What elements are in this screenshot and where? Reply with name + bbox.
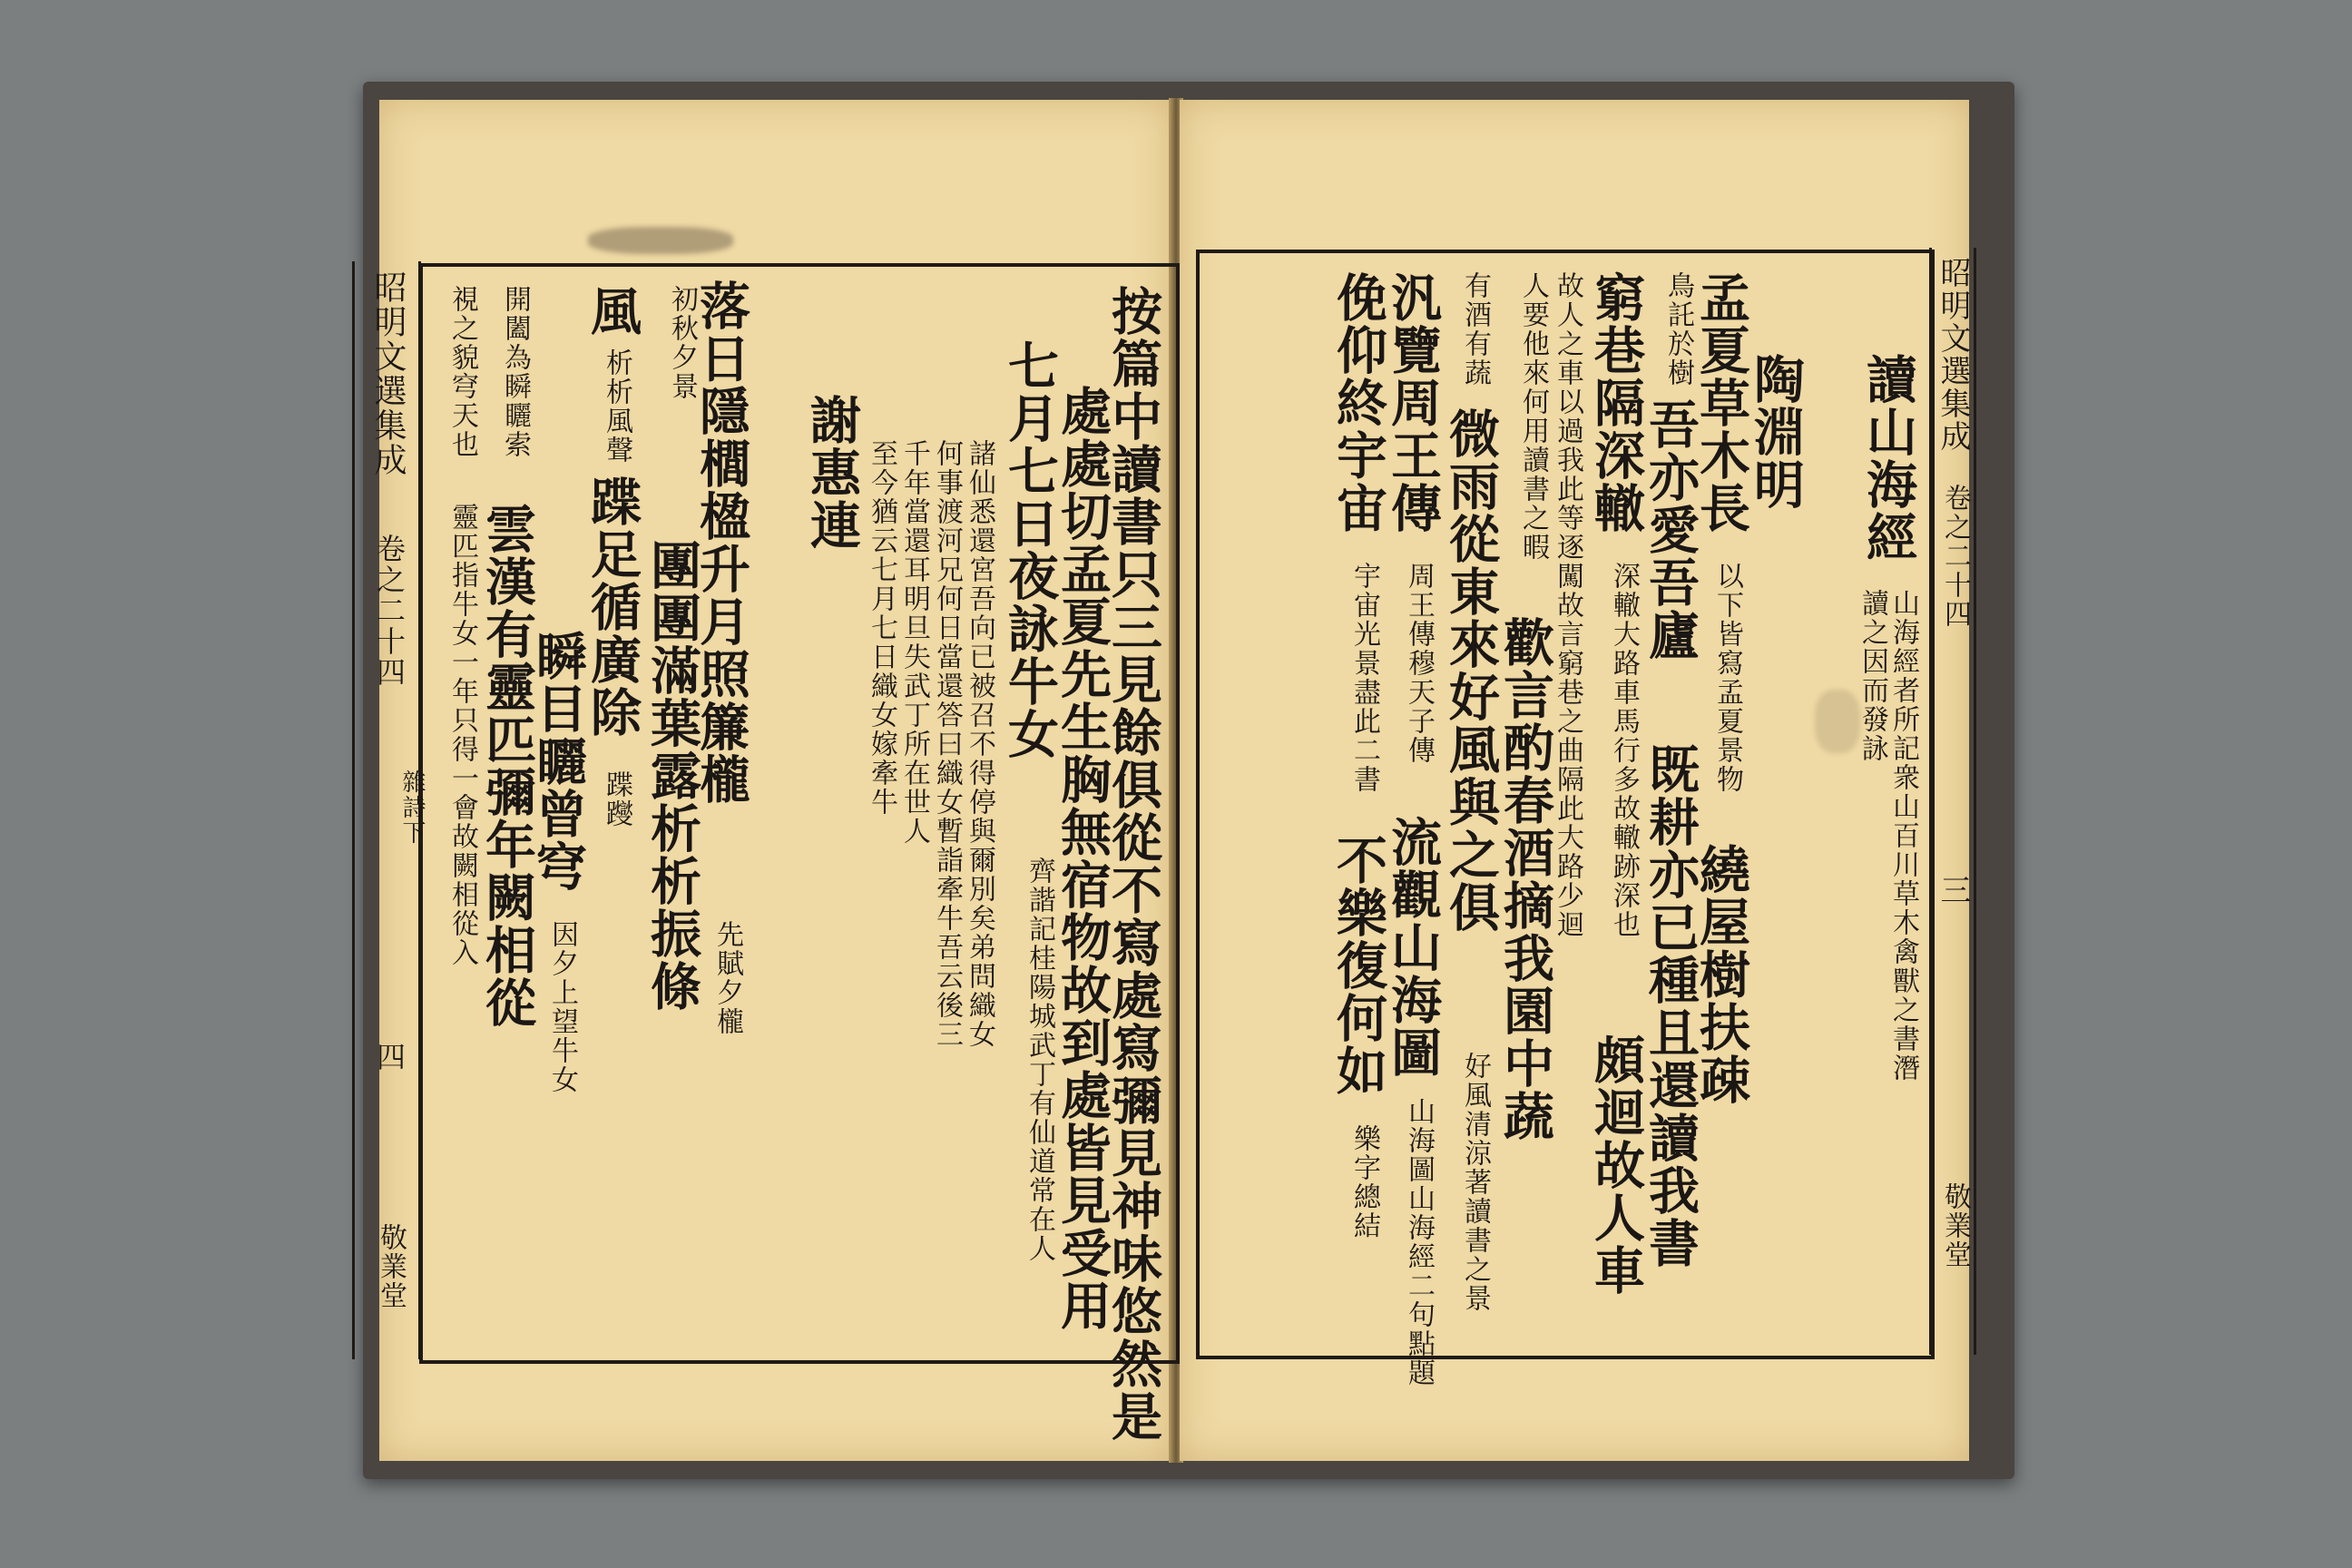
left-col-12: 蹀足循廣除 — [583, 475, 642, 739]
right-col-9: 汎覽周王傳 — [1383, 271, 1443, 534]
left-col-15-note2: 靈匹指牛女一年只得一會故闕相從入 — [446, 503, 478, 967]
right-col-5: 窮巷隔深轍 — [1586, 271, 1646, 534]
right-margin-title: 昭明文選集成 — [1935, 257, 1971, 453]
right-col-3b: 繞屋樹扶疎 — [1691, 843, 1751, 1106]
right-col-6: 故人之車以過我此等逐闖故言窮巷之曲隔此大路少迴 — [1552, 271, 1583, 939]
left-col-8: 謝惠連 — [802, 394, 862, 552]
left-margin-section: 雜詩下 — [398, 769, 426, 846]
right-fore-margin — [1929, 248, 1976, 1355]
right-col-7: 歡言酌春酒摘我園中蔬 — [1495, 616, 1555, 1142]
left-col-4: 諸仙悉還宮吾向已被召不得停與爾別矣弟問織女 — [964, 439, 995, 1049]
left-margin-title: 昭明文選集成 — [369, 270, 407, 477]
right-col-9-note: 周王傳穆天子傳 — [1403, 562, 1435, 765]
right-col-5b: 頗迴故人車 — [1586, 1034, 1646, 1297]
left-margin-publisher: 敬業堂 — [375, 1223, 407, 1310]
left-col-3-note: 齊諧記桂陽城武丁有仙道常在人 — [1024, 857, 1055, 1263]
right-page-frame — [1196, 250, 1971, 1387]
left-col-15-note: 視之貌穹天也 — [446, 285, 478, 459]
left-col-12-note: 蹀躞 — [601, 770, 632, 828]
left-col-2: 處處切孟夏先生胸無宿物故到處皆見受用 — [1053, 385, 1112, 1332]
right-col-1-note: 山海經者所記衆山百川草木禽獸之書潛讀之因而發詠 — [1857, 589, 1919, 1083]
left-col-6: 千年當還耳明旦失武丁所在世人 — [898, 439, 930, 846]
right-margin-volume: 卷之二十四 — [1939, 484, 1971, 629]
right-margin-page: 三 — [1935, 874, 1971, 906]
right-col-8-note: 有酒有蔬 — [1459, 271, 1491, 387]
right-col-10-note: 宇宙光景盡此二書 — [1348, 562, 1380, 794]
right-col-4-note: 鳥託於樹 — [1662, 271, 1694, 387]
right-col-4b: 既耕亦已種且還讀我書 — [1641, 743, 1700, 1269]
right-col-2: 陶淵明 — [1746, 353, 1806, 511]
left-col-11-note: 析析風聲 — [601, 348, 632, 465]
right-col-10: 俛仰終宇宙 — [1328, 271, 1388, 534]
right-col-9-note2: 山海圖山海經二句點題 — [1403, 1097, 1435, 1387]
left-margin-page: 四 — [372, 1042, 407, 1073]
right-col-3: 孟夏草木長 — [1691, 271, 1751, 534]
left-fore-margin — [352, 261, 426, 1359]
right-col-1: 讀山海經 — [1858, 353, 1918, 564]
left-col-5: 何事渡河兄何日當還答曰織女暫詣牽牛吾云後三 — [931, 439, 963, 1049]
right-col-10b: 不樂復何如 — [1328, 834, 1388, 1097]
right-col-4: 吾亦愛吾廬 — [1641, 398, 1700, 662]
right-margin-publisher: 敬業堂 — [1939, 1182, 1971, 1269]
right-col-8: 微雨從東來好風與之俱 — [1441, 407, 1501, 934]
right-col-8-note2: 好風清涼著讀書之景 — [1459, 1052, 1491, 1313]
right-col-3-note: 以下皆寫孟夏景物 — [1711, 562, 1743, 794]
left-col-1: 按篇中讀書只三見餘俱從不寫處寫彌見神味悠然是 — [1103, 285, 1163, 1443]
right-col-10-note2: 樂字總結 — [1348, 1124, 1380, 1240]
right-col-7-note: 人要他來何用讀書之暇 — [1517, 271, 1549, 562]
left-col-9: 落日隱櫚楹升月照簾櫳 — [691, 279, 751, 806]
left-col-7: 至今猶云七月七日織女嫁牽牛 — [866, 439, 897, 817]
left-col-14: 雲漢有靈匹彌年闕相從 — [477, 503, 537, 1029]
left-col-3: 七月七日夜詠牛女 — [1000, 339, 1060, 760]
left-col-10: 團團滿葉露析析振條 — [642, 539, 702, 1013]
left-col-14-note: 開闔為瞬矖索 — [499, 285, 531, 459]
left-margin-volume: 卷之二十四 — [372, 534, 407, 688]
left-col-13-note: 因夕上望牛女 — [546, 920, 578, 1094]
right-col-9b: 流觀山海圖 — [1383, 816, 1443, 1079]
right-col-5-note: 深轍大路車馬行多故轍跡深也 — [1608, 562, 1640, 939]
left-col-10-note: 初秋夕景 — [666, 285, 698, 401]
left-col-9-note: 先賦夕櫳 — [711, 920, 743, 1036]
left-page-frame — [369, 263, 1180, 1443]
left-col-13: 瞬目矖曾穹 — [528, 630, 588, 893]
left-col-11: 風 — [583, 285, 642, 338]
